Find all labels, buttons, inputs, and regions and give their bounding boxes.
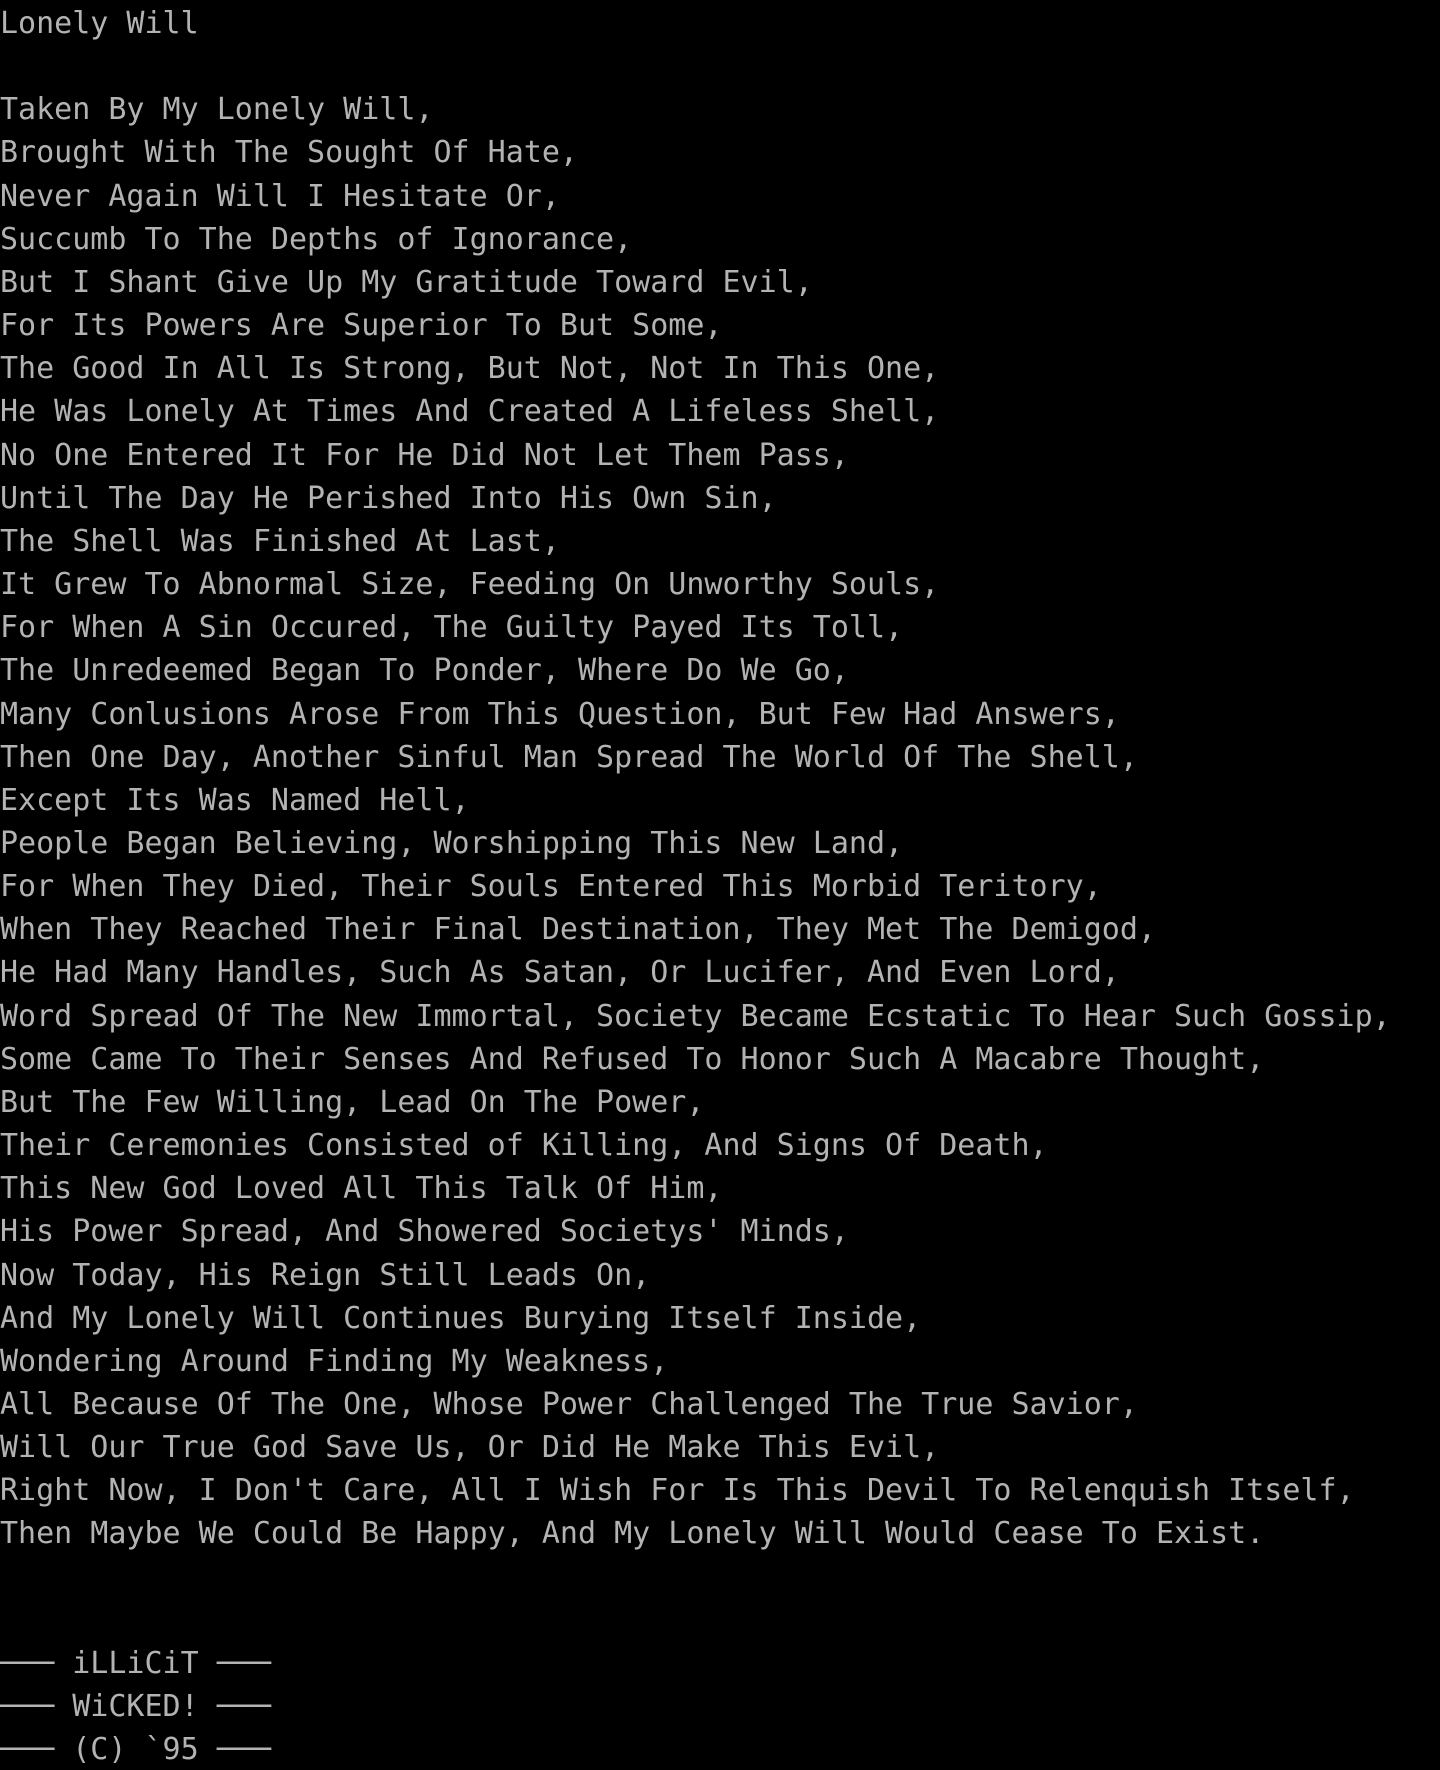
poem-line: Now Today, His Reign Still Leads On, xyxy=(0,1257,651,1293)
poem-line: When They Reached Their Final Destination, They Met The Demigod, xyxy=(0,912,1156,948)
blank-line xyxy=(0,1599,1440,1642)
poem-line: Wondering Around Finding My Weakness, xyxy=(0,1343,669,1379)
poem-line: But The Few Willing, Lead On The Power, xyxy=(0,1084,705,1120)
poem-line: The Shell Was Finished At Last, xyxy=(0,523,560,559)
poem-line: Right Now, I Don't Care, All I Wish For Is This Devil To Relenquish Itself, xyxy=(0,1473,1355,1509)
poem-line: His Power Spread, And Showered Societys' Minds, xyxy=(0,1214,849,1250)
blank-gap xyxy=(0,1556,1440,1642)
poem-line: Taken By My Lonely Will, xyxy=(0,92,434,128)
poem-line: But I Shant Give Up My Gratitude Toward Evil, xyxy=(0,264,813,300)
poem-line: Succumb To The Depths of Ignorance, xyxy=(0,221,633,257)
poem-line: People Began Believing, Worshipping This New Land, xyxy=(0,825,904,861)
blank-line xyxy=(0,45,1440,88)
blank-gap xyxy=(0,45,1440,88)
poem-line: This New God Loved All This Talk Of Him, xyxy=(0,1171,723,1207)
footer-signature xyxy=(0,1642,1440,1770)
poem-line: Word Spread Of The New Immortal, Society Became Ecstatic To Hear Such Gossip, xyxy=(0,998,1391,1034)
poem-line: It Grew To Abnormal Size, Feeding On Unworthy Souls, xyxy=(0,567,940,603)
poem-line: The Good In All Is Strong, But Not, Not In This One, xyxy=(0,351,940,387)
poem-line: The Unredeemed Began To Ponder, Where Do We Go, xyxy=(0,653,849,689)
poem-line: No One Entered It For He Did Not Let Them Pass, xyxy=(0,437,849,473)
blank-line xyxy=(0,1556,1440,1599)
poem-body xyxy=(0,88,1440,1555)
poem-line: Many Conlusions Arose From This Question, But Few Had Answers, xyxy=(0,696,1120,732)
poem-line: For When A Sin Occured, The Guilty Payed Its Toll, xyxy=(0,610,904,646)
poem-line: And My Lonely Will Continues Burying Itself Inside, xyxy=(0,1300,922,1336)
poem-line: Never Again Will I Hesitate Or, xyxy=(0,178,560,214)
poem-line: Then One Day, Another Sinful Man Spread The World Of The Shell, xyxy=(0,739,1138,775)
poem-line: He Was Lonely At Times And Created A Lifeless Shell, xyxy=(0,394,940,430)
poem-line: Brought With The Sought Of Hate, xyxy=(0,135,578,171)
poem-title: Lonely Will xyxy=(0,6,199,41)
footer-line: ─── iLLiCiT ─── xyxy=(0,1645,271,1681)
poem-line: Will Our True God Save Us, Or Did He Make This Evil, xyxy=(0,1430,940,1466)
poem-line: Until The Day He Perished Into His Own Sin, xyxy=(0,480,777,516)
footer-line: ─── (C) `95 ─── xyxy=(0,1732,271,1768)
poem-line: For When They Died, Their Souls Entered This Morbid Teritory, xyxy=(0,869,1102,905)
poem-line: Except Its Was Named Hell, xyxy=(0,782,470,818)
poem-line: For Its Powers Are Superior To But Some, xyxy=(0,308,723,344)
poem-line: All Because Of The One, Whose Power Challenged The True Savior, xyxy=(0,1387,1138,1422)
poem-line: He Had Many Handles, Such As Satan, Or Lucifer, And Even Lord, xyxy=(0,955,1120,991)
poem-line: Then Maybe We Could Be Happy, And My Lonely Will Would Cease To Exist. xyxy=(0,1516,1265,1552)
footer-line: ─── WiCKED! ─── xyxy=(0,1689,271,1725)
poem-line: Their Ceremonies Consisted of Killing, And Signs Of Death, xyxy=(0,1128,1048,1164)
poem-line: Some Came To Their Senses And Refused To Honor Such A Macabre Thought, xyxy=(0,1041,1265,1077)
